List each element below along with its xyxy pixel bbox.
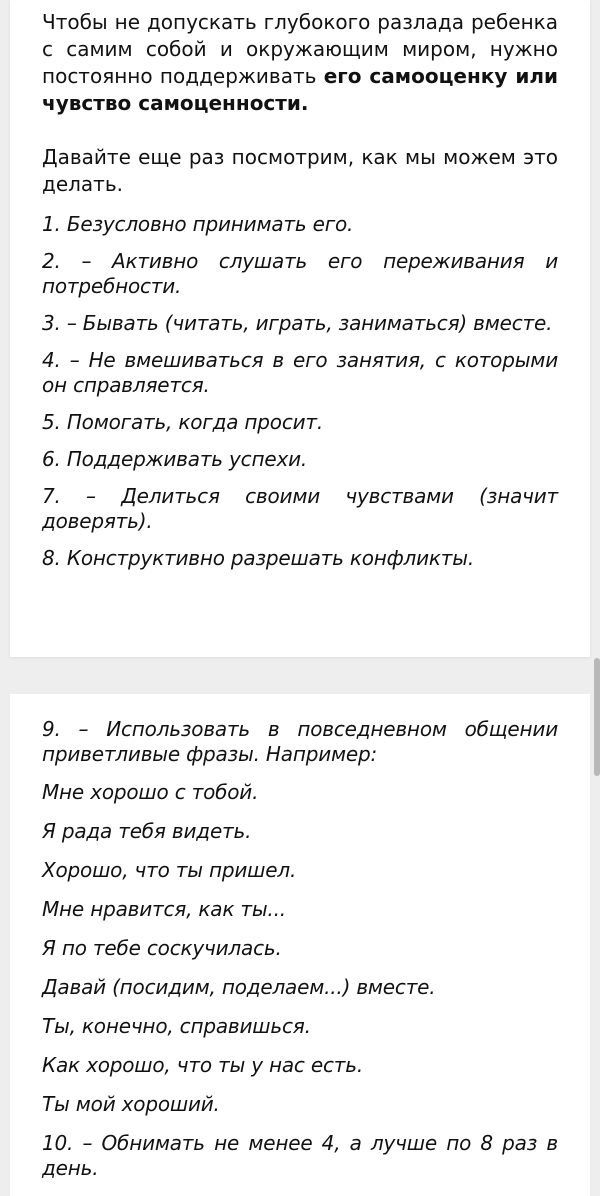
list-item-9: 9. – Использовать в повседневном общении приветливые фразы. Например: bbox=[42, 717, 558, 766]
phrase-item: Я рада тебя видеть. bbox=[42, 819, 252, 843]
list-item: 4. – Не вмешиваться в его занятия, с которыми он справляется. bbox=[42, 348, 558, 397]
phrase-item: Хорошо, что ты пришел. bbox=[42, 858, 297, 882]
list-item: 7. – Делиться своими чувствами (значит доверять). bbox=[42, 484, 558, 533]
article-card-1 bbox=[10, 0, 590, 657]
article-card-2 bbox=[10, 694, 590, 1196]
list-item: 6. Поддерживать успехи. bbox=[42, 447, 308, 471]
phrase-item: Я по тебе соскучилась. bbox=[42, 936, 282, 960]
list-item: 3. – Бывать (читать, играть, заниматься) вместе. bbox=[42, 311, 553, 335]
intro2-paragraph: Давайте еще раз посмотрим, как мы можем это делать. bbox=[42, 145, 558, 196]
list-item-10: 10. – Обнимать не менее 4, а лучше по 8 раз в день. bbox=[42, 1131, 558, 1180]
scrollbar-thumb[interactable] bbox=[594, 658, 600, 776]
phrase-item: Мне хорошо с тобой. bbox=[42, 780, 259, 804]
phrase-item: Ты мой хороший. bbox=[42, 1092, 220, 1116]
list-item: 5. Помогать, когда просит. bbox=[42, 410, 324, 434]
list-item: 8. Конструктивно разрешать конфликты. bbox=[42, 546, 475, 570]
phrase-item: Ты, конечно, справишься. bbox=[42, 1014, 311, 1038]
phrase-item: Мне нравится, как ты... bbox=[42, 897, 286, 921]
list-item: 1. Безусловно принимать его. bbox=[42, 212, 354, 236]
intro-paragraph bbox=[42, 9, 558, 117]
phrase-item: Как хорошо, что ты у нас есть. bbox=[42, 1053, 363, 1077]
intro-text: Чтобы не допускать глубокого разлада ребенка с самим собой и окружающим миром, нужно постоянно поддерживать bbox=[42, 10, 558, 88]
intro-bold-text: его самооценку или чувство самоценности. bbox=[42, 64, 558, 115]
phrase-item: Давай (посидим, поделаем...) вместе. bbox=[42, 975, 436, 999]
list-item: 2. – Активно слушать его переживания и потребности. bbox=[42, 249, 558, 298]
